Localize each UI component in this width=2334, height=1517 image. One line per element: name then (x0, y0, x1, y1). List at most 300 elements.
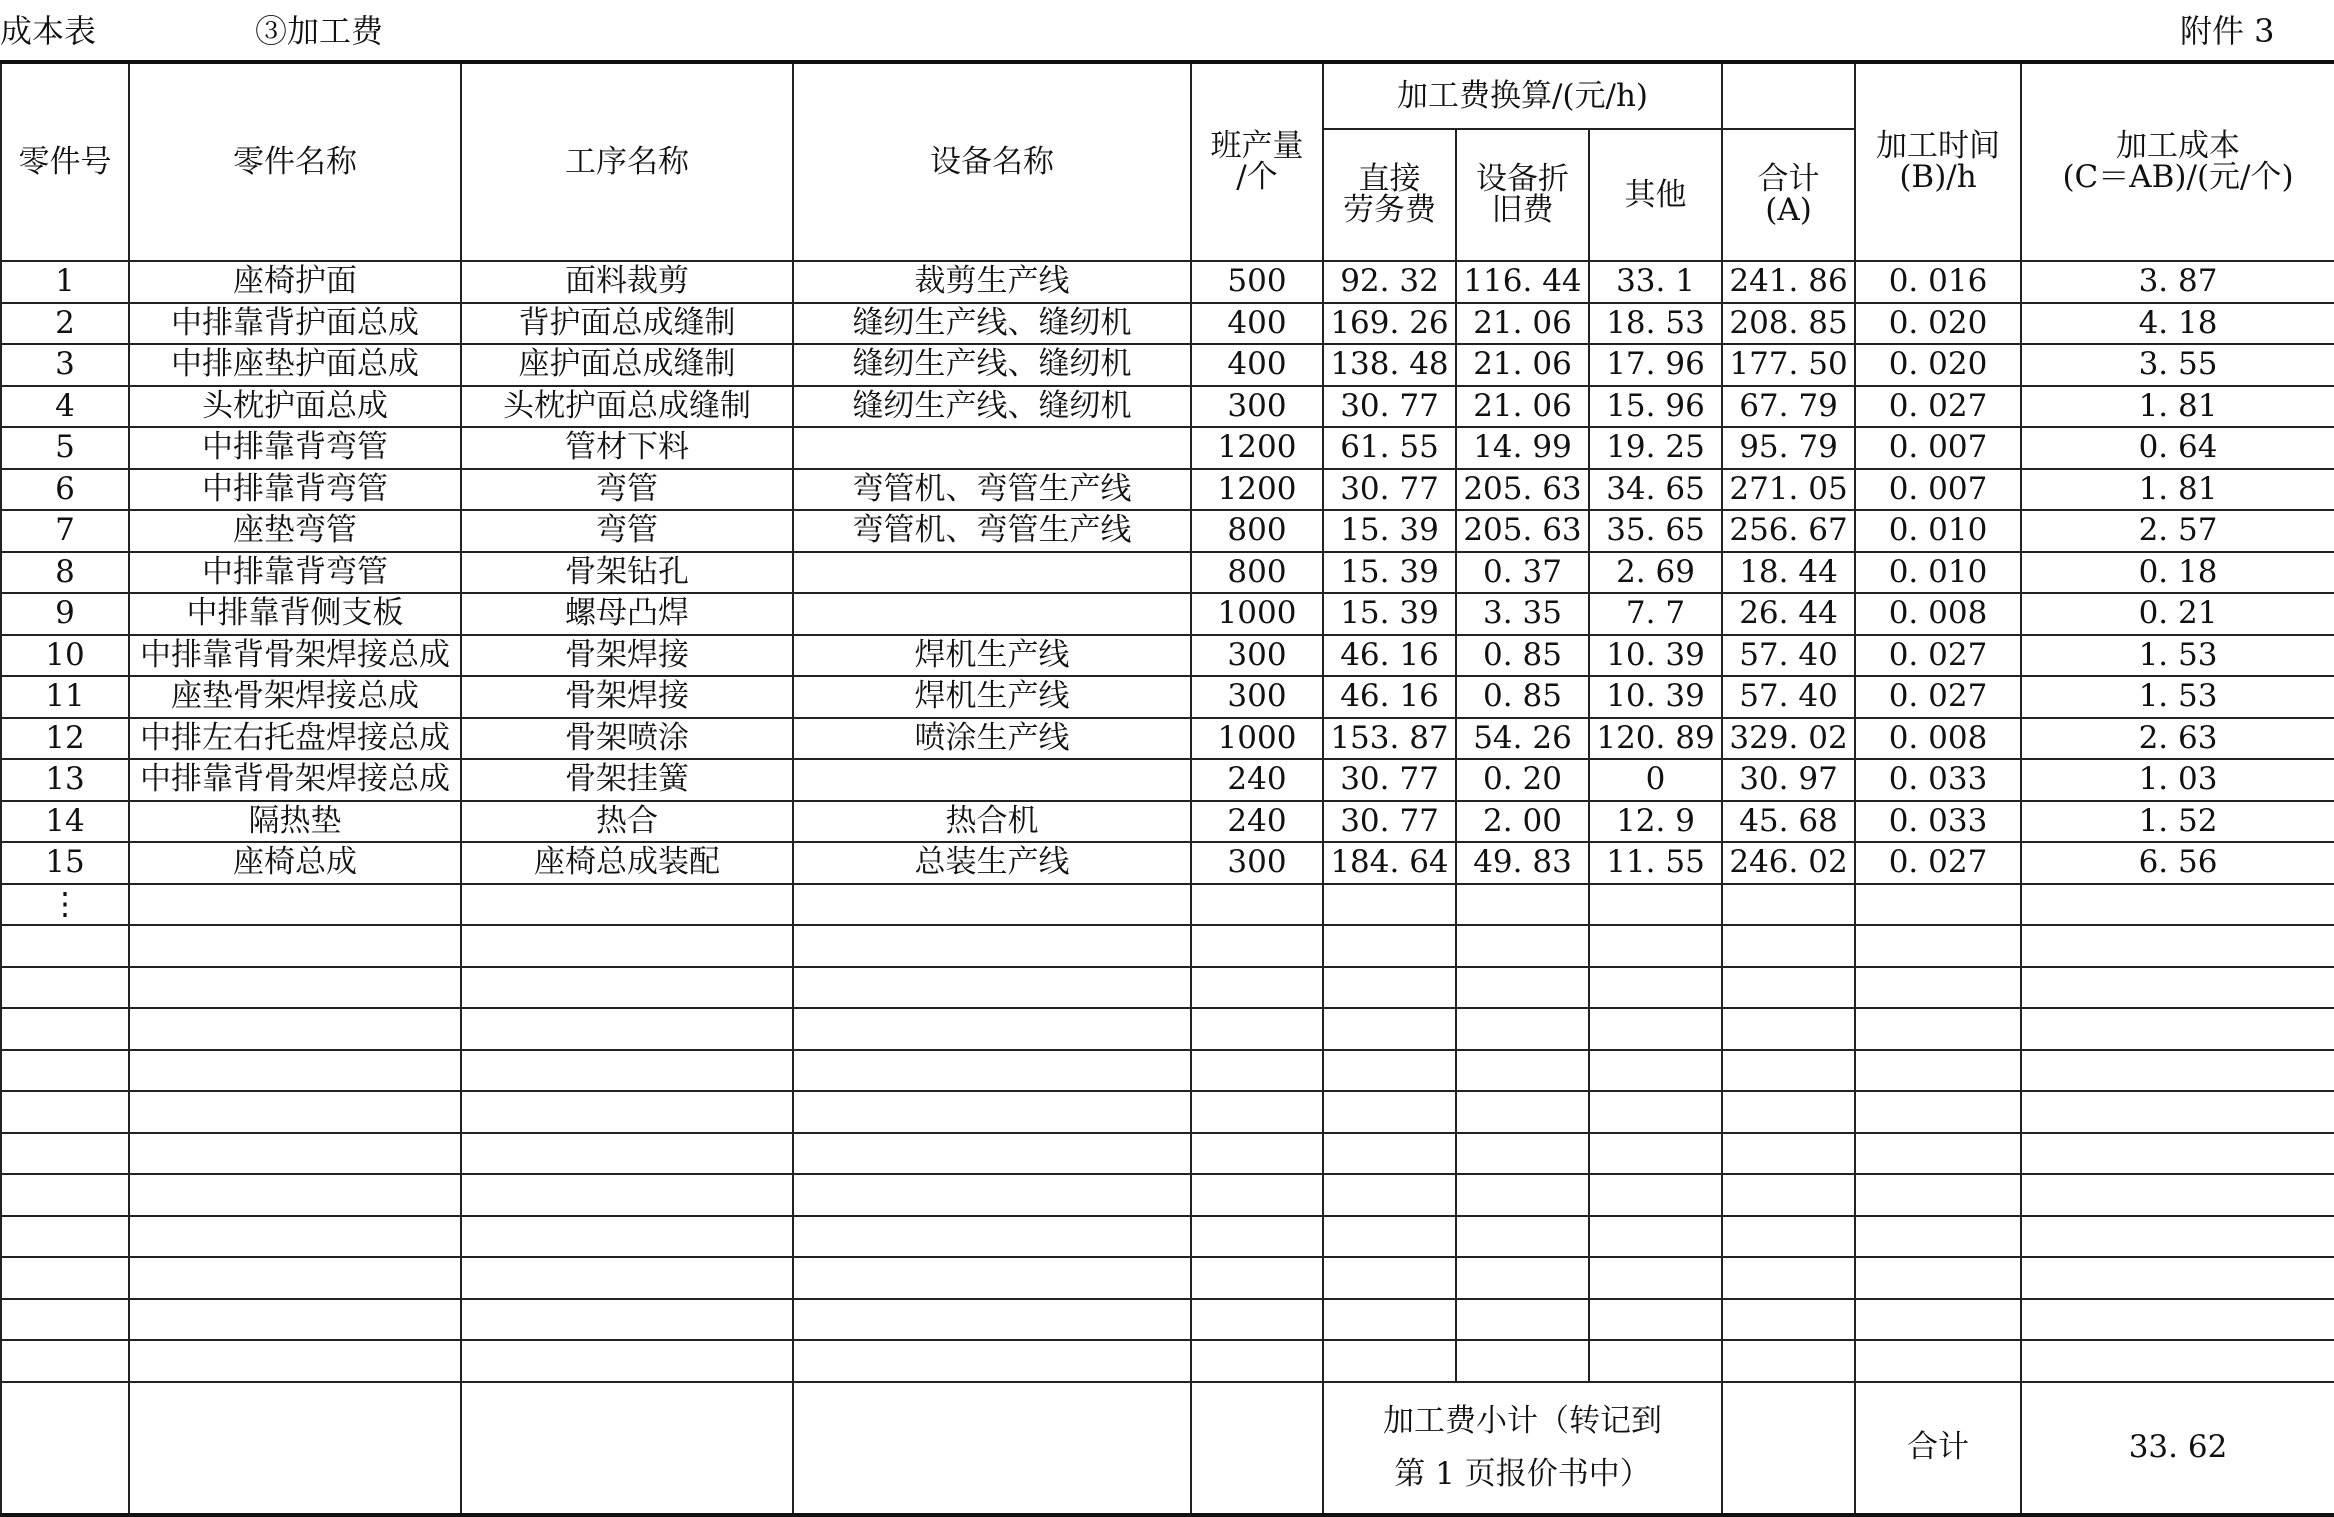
cell-total: 57. 40 (1722, 676, 1855, 718)
header-depreciation (1456, 129, 1589, 261)
cell-other: 10. 39 (1589, 635, 1722, 677)
cell-total: 208. 85 (1722, 303, 1855, 345)
table-row (1, 427, 2334, 469)
cell-process-name: 头枕护面总成缝制 (461, 386, 793, 428)
empty-cell (1323, 1008, 1456, 1050)
empty-cell (793, 884, 1191, 926)
footer-cell-blank (129, 1382, 461, 1515)
ellipsis-cell: ⋮ (1, 884, 129, 926)
empty-cell (2021, 1174, 2334, 1216)
cell-process-name: 骨架焊接 (461, 635, 793, 677)
empty-cell (1589, 1091, 1722, 1133)
cell-part-no: 8 (1, 552, 129, 594)
table-row (1, 1299, 2334, 1341)
empty-cell (461, 1091, 793, 1133)
table-row (1, 510, 2334, 552)
cell-process-name: 背护面总成缝制 (461, 303, 793, 345)
table-row (1, 925, 2334, 967)
cell-equipment: 喷涂生产线 (793, 718, 1191, 760)
empty-cell (1, 1257, 129, 1299)
empty-cell (129, 967, 461, 1009)
cell-depreciation: 54. 26 (1456, 718, 1589, 760)
empty-cell (1, 1299, 129, 1341)
cell-total: 256. 67 (1722, 510, 1855, 552)
cell-equipment: 总装生产线 (793, 842, 1191, 884)
empty-cell (1456, 925, 1589, 967)
cell-process-name: 座椅总成装配 (461, 842, 793, 884)
empty-cell (1722, 1216, 1855, 1258)
cell-direct-labor: 30. 77 (1323, 801, 1456, 843)
cell-part-name: 座垫弯管 (129, 510, 461, 552)
cell-part-no: 12 (1, 718, 129, 760)
cell-equipment: 缝纫生产线、缝纫机 (793, 386, 1191, 428)
cell-part-no: 3 (1, 344, 129, 386)
cell-direct-labor: 15. 39 (1323, 510, 1456, 552)
empty-cell (129, 1340, 461, 1382)
cell-cost: 0. 21 (2021, 593, 2334, 635)
attachment-label: 附件 3 (2180, 12, 2275, 50)
empty-cell (1589, 1216, 1722, 1258)
empty-cell (1722, 1174, 1855, 1216)
empty-cell (461, 1133, 793, 1175)
table-row (1, 552, 2334, 594)
cell-time: 0. 027 (1855, 842, 2021, 884)
cell-total: 18. 44 (1722, 552, 1855, 594)
empty-cell (461, 925, 793, 967)
cell-shift-output: 1200 (1191, 469, 1323, 511)
cell-process-name: 骨架喷涂 (461, 718, 793, 760)
header-shift-output-line1: 班产量 (1210, 128, 1304, 164)
cell-cost: 1. 53 (2021, 676, 2334, 718)
cell-part-name: 中排靠背侧支板 (129, 593, 461, 635)
empty-cell (2021, 1257, 2334, 1299)
cell-shift-output: 800 (1191, 510, 1323, 552)
empty-cell (1722, 1133, 1855, 1175)
cell-process-name: 骨架挂簧 (461, 759, 793, 801)
empty-cell (1855, 1091, 2021, 1133)
cell-part-name: 座垫骨架焊接总成 (129, 676, 461, 718)
empty-cell (1456, 1008, 1589, 1050)
header-direct-labor-line1: 直接 (1358, 161, 1421, 197)
cell-part-name: 中排靠背弯管 (129, 469, 461, 511)
empty-cell (1456, 1216, 1589, 1258)
empty-cell (2021, 967, 2334, 1009)
cell-other: 19. 25 (1589, 427, 1722, 469)
cell-cost: 2. 57 (2021, 510, 2334, 552)
empty-cell (1855, 1050, 2021, 1092)
cell-total: 45. 68 (1722, 801, 1855, 843)
empty-cell (1323, 1050, 1456, 1092)
header-cost-line1: 加工成本 (2116, 128, 2241, 164)
cell-other: 10. 39 (1589, 676, 1722, 718)
cell-part-no: 9 (1, 593, 129, 635)
cell-depreciation: 3. 35 (1456, 593, 1589, 635)
cell-cost: 2. 63 (2021, 718, 2334, 760)
empty-cell (129, 1216, 461, 1258)
processing-cost-table (0, 60, 2334, 1517)
empty-cell (793, 1008, 1191, 1050)
cell-equipment: 热合机 (793, 801, 1191, 843)
cell-total: 30. 97 (1722, 759, 1855, 801)
cell-cost: 4. 18 (2021, 303, 2334, 345)
empty-cell (1, 1133, 129, 1175)
cell-time: 0. 008 (1855, 593, 2021, 635)
empty-cell (1191, 1008, 1323, 1050)
empty-cell (1855, 1008, 2021, 1050)
cell-part-name: 中排靠背弯管 (129, 427, 461, 469)
header-conversion-group: 加工费换算/(元/h) (1323, 62, 1722, 129)
empty-cell (1722, 1340, 1855, 1382)
empty-cell (1, 1050, 129, 1092)
table-row (1, 469, 2334, 511)
empty-cell (1191, 925, 1323, 967)
empty-cell (1855, 1174, 2021, 1216)
empty-cell (461, 884, 793, 926)
cell-cost: 0. 64 (2021, 427, 2334, 469)
cell-equipment (793, 593, 1191, 635)
empty-cell (1589, 884, 1722, 926)
empty-cell (1589, 967, 1722, 1009)
cell-direct-labor: 61. 55 (1323, 427, 1456, 469)
cell-other: 17. 96 (1589, 344, 1722, 386)
empty-cell (129, 1091, 461, 1133)
cell-part-name: 中排靠背弯管 (129, 552, 461, 594)
cell-process-name: 骨架钻孔 (461, 552, 793, 594)
cell-direct-labor: 46. 16 (1323, 676, 1456, 718)
cell-cost: 1. 53 (2021, 635, 2334, 677)
header-total (1722, 129, 1855, 261)
table-row (1, 261, 2334, 303)
cell-time: 0. 020 (1855, 344, 2021, 386)
cell-time: 0. 007 (1855, 469, 2021, 511)
empty-cell (461, 1340, 793, 1382)
cell-time: 0. 010 (1855, 510, 2021, 552)
empty-cell (1191, 1257, 1323, 1299)
cell-shift-output: 500 (1191, 261, 1323, 303)
header-shift-output (1191, 62, 1323, 261)
cell-direct-labor: 138. 48 (1323, 344, 1456, 386)
empty-cell (2021, 925, 2334, 967)
cell-other: 34. 65 (1589, 469, 1722, 511)
empty-cell (129, 884, 461, 926)
cell-time: 0. 008 (1855, 718, 2021, 760)
cell-depreciation: 0. 20 (1456, 759, 1589, 801)
cell-part-name: 座椅护面 (129, 261, 461, 303)
cell-total: 329. 02 (1722, 718, 1855, 760)
empty-cell (1722, 1257, 1855, 1299)
empty-cell (129, 1133, 461, 1175)
empty-cell (1323, 1174, 1456, 1216)
cell-time: 0. 020 (1855, 303, 2021, 345)
empty-cell (1589, 1050, 1722, 1092)
empty-cell (793, 1133, 1191, 1175)
cell-direct-labor: 15. 39 (1323, 552, 1456, 594)
subtotal-label-line1: 加工费小计（转记到 (1383, 1402, 1662, 1439)
cell-shift-output: 240 (1191, 759, 1323, 801)
cell-shift-output: 300 (1191, 635, 1323, 677)
empty-cell (1722, 1008, 1855, 1050)
empty-cell (1323, 1091, 1456, 1133)
empty-cell (1191, 1050, 1323, 1092)
cell-direct-labor: 30. 77 (1323, 759, 1456, 801)
empty-cell (461, 1216, 793, 1258)
cell-cost: 3. 87 (2021, 261, 2334, 303)
empty-cell (461, 1257, 793, 1299)
empty-cell (129, 1257, 461, 1299)
cell-part-no: 6 (1, 469, 129, 511)
header-direct-labor-line2: 劳务费 (1343, 192, 1436, 228)
cell-shift-output: 1000 (1191, 718, 1323, 760)
cell-other: 2. 69 (1589, 552, 1722, 594)
cell-part-no: 14 (1, 801, 129, 843)
footer-cell-blank (1191, 1382, 1323, 1515)
cell-depreciation: 205. 63 (1456, 469, 1589, 511)
empty-cell (1, 1008, 129, 1050)
empty-cell (129, 1299, 461, 1341)
cell-part-name: 中排左右托盘焊接总成 (129, 718, 461, 760)
empty-cell (1722, 925, 1855, 967)
cell-time: 0. 027 (1855, 635, 2021, 677)
cell-shift-output: 400 (1191, 303, 1323, 345)
cell-equipment: 裁剪生产线 (793, 261, 1191, 303)
cell-time: 0. 007 (1855, 427, 2021, 469)
cell-part-no: 7 (1, 510, 129, 552)
cell-part-no: 4 (1, 386, 129, 428)
table-row (1, 1133, 2334, 1175)
cell-direct-labor: 30. 77 (1323, 469, 1456, 511)
table-row (1, 842, 2334, 884)
cell-other: 11. 55 (1589, 842, 1722, 884)
footer-cell-blank (1, 1382, 129, 1515)
table-row (1, 303, 2334, 345)
empty-cell (793, 1050, 1191, 1092)
cell-shift-output: 800 (1191, 552, 1323, 594)
cell-direct-labor: 92. 32 (1323, 261, 1456, 303)
cell-direct-labor: 184. 64 (1323, 842, 1456, 884)
cell-process-name: 热合 (461, 801, 793, 843)
header-total-top (1722, 62, 1855, 129)
cell-depreciation: 0. 37 (1456, 552, 1589, 594)
cell-process-name: 座护面总成缝制 (461, 344, 793, 386)
cell-other: 120. 89 (1589, 718, 1722, 760)
cell-shift-output: 240 (1191, 801, 1323, 843)
empty-cell (1722, 884, 1855, 926)
empty-cell (1456, 967, 1589, 1009)
footer-cell-blank (793, 1382, 1191, 1515)
empty-cell (1456, 1091, 1589, 1133)
empty-cell (1, 1091, 129, 1133)
cell-depreciation: 0. 85 (1456, 635, 1589, 677)
cell-total: 26. 44 (1722, 593, 1855, 635)
empty-cell (1323, 925, 1456, 967)
empty-cell (1191, 1091, 1323, 1133)
cell-total: 95. 79 (1722, 427, 1855, 469)
empty-cell (1191, 967, 1323, 1009)
table-row (1, 967, 2334, 1009)
header-processing-time (1855, 62, 2021, 261)
cell-shift-output: 300 (1191, 842, 1323, 884)
cell-time: 0. 016 (1855, 261, 2021, 303)
cell-other: 0 (1589, 759, 1722, 801)
empty-cell (1855, 1299, 2021, 1341)
empty-cell (1722, 967, 1855, 1009)
empty-cell (1323, 1340, 1456, 1382)
footer-total-value: 33. 62 (2021, 1382, 2334, 1515)
cell-direct-labor: 169. 26 (1323, 303, 1456, 345)
cell-equipment: 焊机生产线 (793, 676, 1191, 718)
empty-cell (1323, 1133, 1456, 1175)
table-row (1, 718, 2334, 760)
empty-cell (461, 1299, 793, 1341)
cell-depreciation: 14. 99 (1456, 427, 1589, 469)
cell-part-no: 5 (1, 427, 129, 469)
cell-part-no: 11 (1, 676, 129, 718)
cell-part-no: 13 (1, 759, 129, 801)
cell-process-name: 骨架焊接 (461, 676, 793, 718)
cell-cost: 0. 18 (2021, 552, 2334, 594)
empty-cell (1323, 1257, 1456, 1299)
cell-other: 12. 9 (1589, 801, 1722, 843)
table-row (1, 1008, 2334, 1050)
cell-equipment: 焊机生产线 (793, 635, 1191, 677)
empty-cell (1191, 1133, 1323, 1175)
cell-shift-output: 1000 (1191, 593, 1323, 635)
empty-cell (1456, 884, 1589, 926)
table-row (1, 1340, 2334, 1382)
cell-equipment: 弯管机、弯管生产线 (793, 510, 1191, 552)
subtotal-label (1323, 1382, 1722, 1515)
cell-process-name: 螺母凸焊 (461, 593, 793, 635)
cell-part-name: 中排靠背骨架焊接总成 (129, 635, 461, 677)
header-shift-output-line2: /个 (1236, 159, 1278, 195)
empty-cell (2021, 1133, 2334, 1175)
cell-process-name: 弯管 (461, 469, 793, 511)
cell-depreciation: 21. 06 (1456, 386, 1589, 428)
empty-cell (793, 1091, 1191, 1133)
footer-total-label: 合计 (1855, 1382, 2021, 1515)
empty-cell (1855, 1257, 2021, 1299)
empty-cell (1589, 1133, 1722, 1175)
cell-time: 0. 010 (1855, 552, 2021, 594)
empty-cell (1191, 1216, 1323, 1258)
empty-cell (1191, 1174, 1323, 1216)
empty-cell (1, 1340, 129, 1382)
cell-shift-output: 300 (1191, 386, 1323, 428)
header-part-name: 零件名称 (129, 62, 461, 261)
cell-total: 241. 86 (1722, 261, 1855, 303)
empty-cell (793, 1299, 1191, 1341)
empty-cell (1456, 1340, 1589, 1382)
cell-total: 246. 02 (1722, 842, 1855, 884)
table-row (1, 801, 2334, 843)
cell-time: 0. 033 (1855, 801, 2021, 843)
empty-cell (129, 1174, 461, 1216)
cell-time: 0. 027 (1855, 386, 2021, 428)
empty-cell (1722, 1091, 1855, 1133)
document-header (0, 0, 2334, 56)
empty-cell (2021, 1091, 2334, 1133)
header-time-line2: (B)/h (1899, 159, 1977, 195)
empty-cell (1589, 1008, 1722, 1050)
subtotal-label-line2: 第 1 页报价书中） (1394, 1455, 1651, 1492)
footer-cell-blank (1722, 1382, 1855, 1515)
empty-cell (461, 1008, 793, 1050)
table-row (1, 593, 2334, 635)
empty-cell (2021, 1050, 2334, 1092)
table-row (1, 759, 2334, 801)
cell-process-name: 管材下料 (461, 427, 793, 469)
cell-part-name: 座椅总成 (129, 842, 461, 884)
table-row (1, 1216, 2334, 1258)
empty-cell (1589, 925, 1722, 967)
empty-cell (1456, 1050, 1589, 1092)
table-row (1, 1257, 2334, 1299)
cell-other: 33. 1 (1589, 261, 1722, 303)
empty-cell (1323, 884, 1456, 926)
empty-cell (1855, 1216, 2021, 1258)
cell-other: 15. 96 (1589, 386, 1722, 428)
empty-cell (793, 925, 1191, 967)
cell-other: 7. 7 (1589, 593, 1722, 635)
empty-cell (1589, 1340, 1722, 1382)
cell-direct-labor: 15. 39 (1323, 593, 1456, 635)
cell-depreciation: 49. 83 (1456, 842, 1589, 884)
table-row (1, 635, 2334, 677)
empty-cell (461, 1174, 793, 1216)
empty-cell (461, 1050, 793, 1092)
cell-process-name: 弯管 (461, 510, 793, 552)
header-equipment-name: 设备名称 (793, 62, 1191, 261)
cell-cost: 6. 56 (2021, 842, 2334, 884)
empty-cell (793, 1340, 1191, 1382)
cell-cost: 1. 81 (2021, 469, 2334, 511)
cell-shift-output: 400 (1191, 344, 1323, 386)
cell-direct-labor: 153. 87 (1323, 718, 1456, 760)
cell-depreciation: 116. 44 (1456, 261, 1589, 303)
cell-shift-output: 1200 (1191, 427, 1323, 469)
header-total-line1: 合计 (1757, 161, 1820, 197)
cell-direct-labor: 30. 77 (1323, 386, 1456, 428)
empty-cell (1456, 1257, 1589, 1299)
empty-cell (793, 1216, 1191, 1258)
header-other: 其他 (1589, 129, 1722, 261)
header-direct-labor (1323, 129, 1456, 261)
table-row (1, 1174, 2334, 1216)
cell-cost: 1. 03 (2021, 759, 2334, 801)
cell-equipment (793, 552, 1191, 594)
cell-total: 271. 05 (1722, 469, 1855, 511)
cell-cost: 3. 55 (2021, 344, 2334, 386)
empty-cell (1855, 1133, 2021, 1175)
cell-equipment: 缝纫生产线、缝纫机 (793, 344, 1191, 386)
empty-cell (1456, 1133, 1589, 1175)
table-row (1, 344, 2334, 386)
cell-equipment (793, 759, 1191, 801)
empty-cell (1589, 1257, 1722, 1299)
cell-total: 177. 50 (1722, 344, 1855, 386)
cell-part-name: 隔热垫 (129, 801, 461, 843)
cell-shift-output: 300 (1191, 676, 1323, 718)
empty-cell (129, 1050, 461, 1092)
cell-other: 18. 53 (1589, 303, 1722, 345)
empty-cell (2021, 1216, 2334, 1258)
cell-depreciation: 205. 63 (1456, 510, 1589, 552)
cell-equipment: 缝纫生产线、缝纫机 (793, 303, 1191, 345)
table-row (1, 676, 2334, 718)
empty-cell (1191, 1299, 1323, 1341)
empty-cell (2021, 1340, 2334, 1382)
cell-total: 57. 40 (1722, 635, 1855, 677)
